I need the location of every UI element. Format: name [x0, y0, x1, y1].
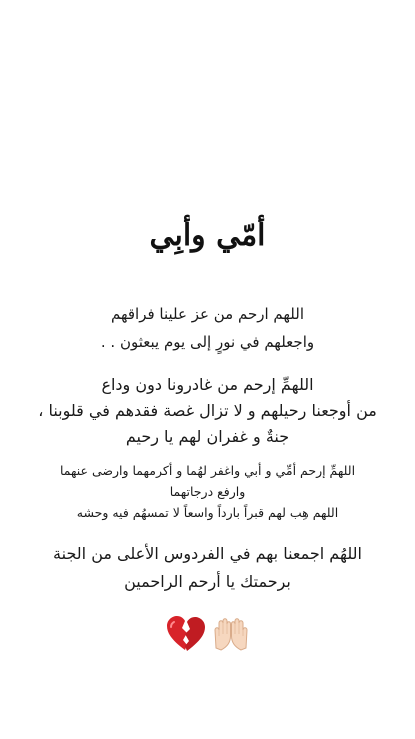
raised-hands-icon	[211, 614, 251, 654]
emoji-row	[0, 614, 415, 658]
prayer-line: اللهمِّ إرحم أمِّي و أبي واغفر لهُما و أكرمهما وارضى عنهما	[59, 463, 356, 478]
page-title: أمّي وأبِي	[149, 218, 266, 253]
prayer-line: برحمتك يا أرحم الراحمين	[124, 572, 291, 591]
prayer-line: واجعلهم في نورٍ إلى يوم يبعثون . .	[100, 333, 315, 351]
prayer-paragraph-1	[4, 300, 411, 356]
broken-heart-icon	[165, 614, 205, 654]
prayer-line: جنةٌ و غفران لهم يا رحيم	[125, 427, 290, 446]
prayer-line: اللهم ارحم من عز علينا فراقهم	[110, 305, 304, 323]
prayer-line: اللهُم اجمعنا بهم في الفردوس الأعلى من الجنة	[53, 544, 362, 563]
prayer-line: وارفع درجاتهما	[169, 484, 246, 499]
prayer-paragraph-3	[4, 460, 411, 523]
prayer-paragraph-4	[4, 540, 411, 596]
prayer-paragraph-2	[4, 372, 411, 450]
prayer-line: اللهم هِب لهم قبراً بارداً واسعاً لا تمسهُم فيه وحشه	[76, 505, 339, 520]
prayer-line: اللهمِّ إرحم من غادرونا دون وداع	[101, 375, 314, 394]
prayer-line: من أوجعنا رحيلهم و لا تزال غصة فقدهم في قلوبنا ،	[38, 401, 377, 420]
